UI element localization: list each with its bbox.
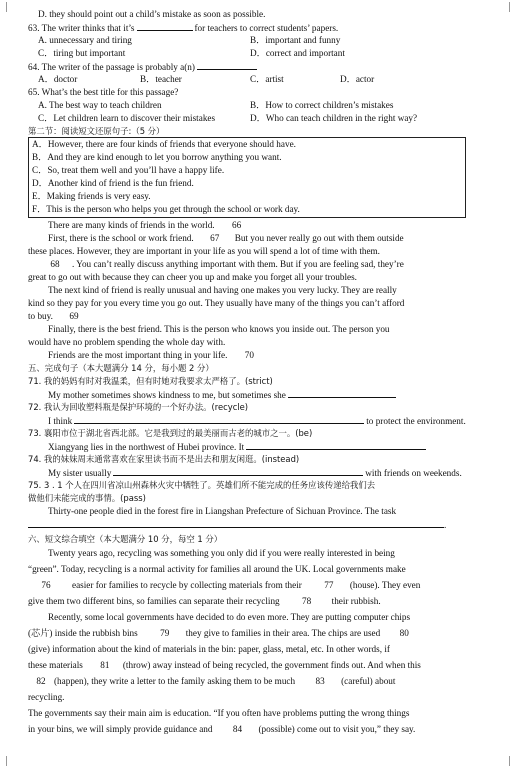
passage-line: The next kind of friend is really unusual and having one makes you very lucky. They are really xyxy=(48,285,397,295)
cloze-line: 82 (happen), they write a letter to the family asking them to be much 83 (careful) about xyxy=(0,675,516,688)
section6-heading: 六、短文综合填空（本大题满分 10 分，每空 1 分） xyxy=(28,534,223,544)
passage-line: great to go out with because they can cheer you up and make you forget all your troubles. xyxy=(28,272,357,282)
cloze-line: recycling. xyxy=(28,692,65,702)
blank-66[interactable]: 66 xyxy=(221,219,253,232)
blank-78[interactable]: 78 xyxy=(286,595,328,608)
passage-line: There are many kinds of friends in the world. 66 xyxy=(0,219,516,232)
q75-chinese-line1: 75. 3 . 1 个人在四川省凉山州森林火灾中牺牲了。英雄们所不能完成的任务应该传递给我们去 xyxy=(28,480,376,490)
cloze-line: these materials 81 (throw) away instead of being recycled, the government finds out. And when this xyxy=(0,659,516,672)
q63-options-row1: A. unnecessary and tiring B．important and funny xyxy=(38,35,341,45)
blank-70[interactable]: 70 xyxy=(233,349,265,362)
passage-line: Finally, there is the best friend. This is the person who knows you inside out. The person you xyxy=(48,324,390,334)
blank-83[interactable]: 83 xyxy=(299,675,341,688)
q72-chinese: 72. 我认为回收塑料瓶是保护环境的一个好办法。(recycle) xyxy=(28,402,249,412)
q74-answer-blank[interactable] xyxy=(113,466,363,476)
cloze-line: Recently, some local governments have decided to do even more. They are putting computer chips xyxy=(48,612,411,622)
passage-line: First, there is the school or work friend. 67 But you never really go out with them outside xyxy=(0,232,516,245)
passage-line: 68 . You can’t really discuss anything important with them. But if you are feeling sad, they’re xyxy=(0,258,516,271)
blank-81[interactable]: 81 xyxy=(87,659,123,672)
cloze-line: give them two different bins, so families can separate their recycling 78 their rubbish. xyxy=(0,595,516,608)
q64-answer-blank[interactable] xyxy=(197,60,257,70)
sentence-option-d: D．Another kind of friend is the fun friend. xyxy=(32,178,194,188)
cloze-line: “green”. Today, recycling is a normal activity for families all around the UK. Local governments make xyxy=(28,564,406,574)
q64-options: A．doctor B．teacher C．artist D．actor xyxy=(38,74,375,84)
cloze-line: in your bins, we will simply provide guidance and 84 (possible) come out to visit you,” they say. xyxy=(0,723,516,736)
blank-80[interactable]: 80 xyxy=(386,627,422,640)
q65-options-row1: A. The best way to teach children B．How to correct children’s mistakes xyxy=(38,100,394,110)
sentence-option-b: B．And they are kind enough to let you borrow anything you want. xyxy=(32,152,282,162)
q65-options-row2: C．Let children learn to discover their mistakes D．Who can teach children in the right way? xyxy=(38,113,418,123)
q63-stem: 63. The writer thinks that it’s for teachers to correct students’ papers. xyxy=(28,23,339,33)
section2-heading: 第二节：阅读短文还原句子:（5 分） xyxy=(28,126,165,136)
cloze-line: The governments say their main aim is education. “If you often have problems putting the wrong things xyxy=(28,708,410,718)
q64-stem: 64. The writer of the passage is probably a(n) xyxy=(0,60,516,73)
blank-84[interactable]: 84 xyxy=(217,723,259,736)
page-corner-mark xyxy=(6,756,15,766)
q71-english: My mother sometimes shows kindness to me, but sometimes she xyxy=(0,388,516,401)
q74-chinese: 74. 我的妹妹周末通常喜欢在家里读书而不是出去和朋友闲逛。(instead) xyxy=(28,454,300,464)
q73-chinese: 73. 襄阳市位于湖北省西北部。它是我到过的最美丽而古老的城市之一。(be) xyxy=(28,428,313,438)
q71-answer-blank[interactable] xyxy=(288,388,396,398)
blank-82[interactable]: 82 xyxy=(28,675,54,688)
cloze-line: (give) information about the kind of materials in the bin: paper, glass, metal, etc. In other words, if xyxy=(28,644,390,654)
passage-line: Friends are the most important thing in your life. 70 xyxy=(0,349,516,362)
q71-chinese: 71. 我的妈妈有时对我温柔，但有时她对我要求太严格了。(strict) xyxy=(28,376,273,386)
q74-english: My sister usually with friends on weekends. xyxy=(48,468,462,478)
passage-line: these places. However, they are important in your life as you will spend a lot of time with them. xyxy=(28,246,380,256)
sentence-option-e: E．Making friends is very easy. xyxy=(32,191,151,201)
blank-79[interactable]: 79 xyxy=(144,627,186,640)
q62-option-d: D. they should point out a child’s mistake as soon as possible. xyxy=(38,9,266,19)
passage-line: kind so they pay for you every time you go out. They usually have many of the things you can’t afford xyxy=(28,298,405,308)
q73-english: Xiangyang lies in the northwest of Hubei province. It xyxy=(0,440,516,453)
blank-76[interactable]: 76 xyxy=(28,579,64,592)
q63-answer-blank[interactable] xyxy=(137,21,193,31)
q75-answer-line: . xyxy=(0,518,516,531)
blank-69[interactable]: 69 xyxy=(57,310,91,323)
passage-line: would have no problem spending the whole day with. xyxy=(28,337,226,347)
q75-answer-blank[interactable] xyxy=(28,518,444,528)
q72-english: I think to protect the environment. xyxy=(48,416,466,426)
q73-answer-blank[interactable] xyxy=(246,440,426,450)
q75-english: Thirty-one people died in the forest fire in Liangshan Prefecture of Sichuan Province. The task xyxy=(48,506,397,516)
passage-line: to buy. 69 xyxy=(0,310,516,323)
blank-68[interactable]: 68 xyxy=(38,258,72,271)
q63-options-row2: C．tiring but important D．correct and important xyxy=(38,48,345,58)
sentence-option-a: A．However, there are four kinds of friends that everyone should have. xyxy=(32,139,296,149)
cloze-line: 76 easier for families to recycle by collecting materials from their 77 (house). They even xyxy=(0,579,516,592)
blank-77[interactable]: 77 xyxy=(308,579,350,592)
page-corner-mark xyxy=(501,756,510,766)
sentence-option-c: C．So, treat them well and you’ll have a happy life. xyxy=(32,165,225,175)
cloze-line: (芯片) inside the rubbish bins 79 they give to families in their area. The chips are used 80 xyxy=(0,627,516,640)
q75-chinese-line2: 做他们未能完成的事情。(pass) xyxy=(28,493,146,503)
q72-answer-blank[interactable] xyxy=(74,414,364,424)
blank-67[interactable]: 67 xyxy=(198,232,232,245)
q65-stem: 65. What’s the best title for this passage? xyxy=(28,87,179,97)
cloze-line: Twenty years ago, recycling was something you only did if you were really interested in being xyxy=(48,548,395,558)
section5-heading: 五、完成句子（本大题满分 14 分，每小题 2 分） xyxy=(28,363,214,373)
sentence-option-f: F．This is the person who helps you get through the school or work day. xyxy=(32,204,300,214)
